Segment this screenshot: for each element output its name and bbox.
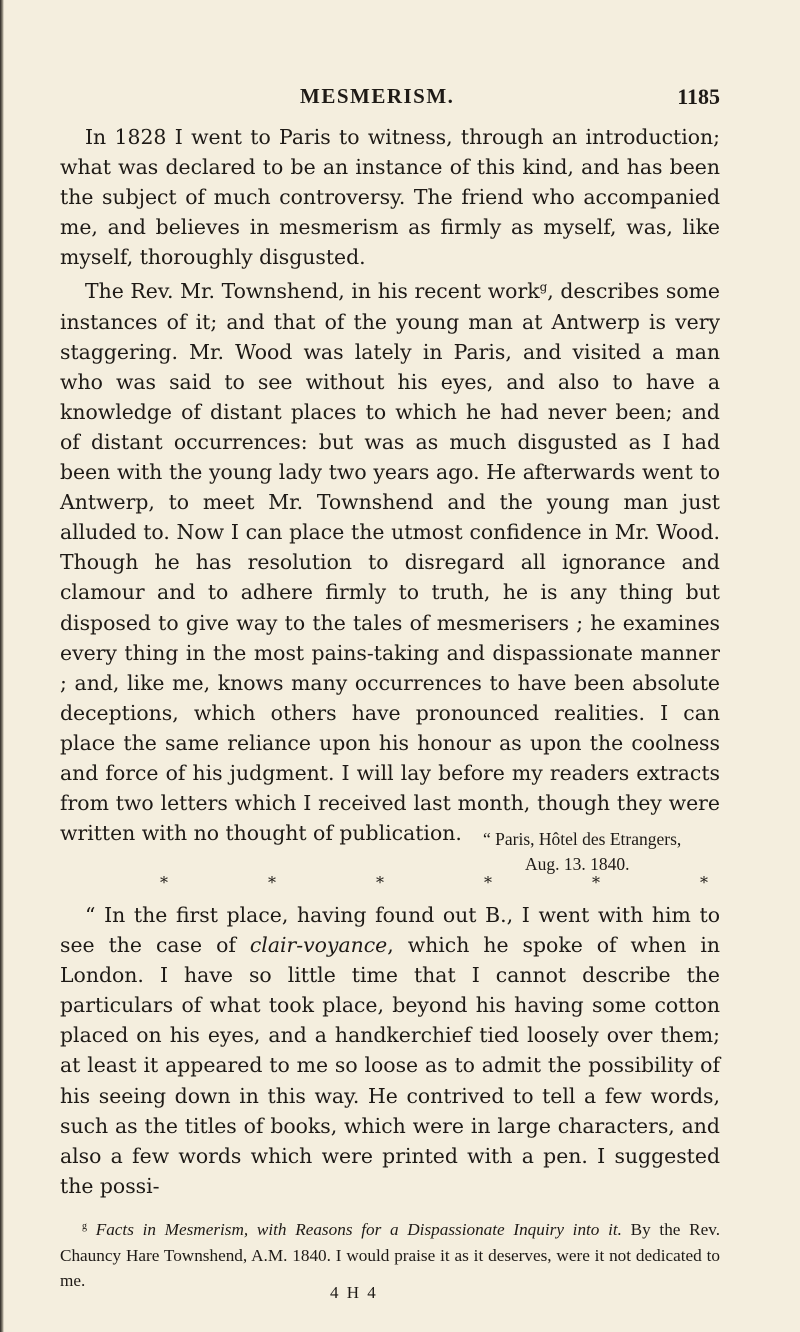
- signature-mark: 4 H 4: [330, 1283, 378, 1302]
- star: *: [376, 873, 384, 892]
- star: *: [160, 873, 168, 892]
- dateline-place: “ Paris, Hôtel des Etrangers,: [483, 829, 682, 849]
- letter-text-rest: , which he spoke of when in London. I have so little time that I cannot describe the particulars of what took place, beyond his having some cotton placed on his eyes, and a handkerchief tied loosely over them; at least it appeared to me so loose as to admit the possibility of his seeing down in this way. He contrived to tell a few words, such as the titles of books, which were in large characters, and also a few words which were printed with a pen. I suggested the possi-: [60, 933, 720, 1198]
- paragraph-2: [60, 272, 720, 848]
- footnote-reference: g: [539, 280, 548, 295]
- dateline-date: Aug. 13. 1840.: [525, 854, 630, 874]
- footnote-mark: g: [82, 1221, 87, 1233]
- body-text: [60, 122, 720, 848]
- letter-text-start: “ In the first place, having found out B., I went with him to see the case of: [60, 903, 720, 958]
- letter-italic-term: clair-voyance: [249, 933, 388, 958]
- paragraph-1: In 1828 I went to Paris to witness, through an introduction; what was declared to be an instance of this kind, and has been the subject of much controversy. The friend who accompanied me, and believes in mesmerism as firmly as myself, was, like myself, thoroughly disgusted.: [60, 125, 720, 270]
- footnote: [60, 1214, 720, 1294]
- footnote-text: By the Rev. Chauncy Hare Townshend, A.M. 1840. I would praise it as it deserves, were it not dedicated to me.: [60, 1220, 720, 1291]
- star: *: [700, 873, 708, 892]
- book-page: [40, 0, 760, 1332]
- letter-dateline: [483, 827, 723, 877]
- paragraph-2-rest: , describes some instances of it; and that of the young man at Antwerp is very staggering. Mr. Wood was lately in Paris, and visited a man who was said to see without his eyes, and also to have a knowledge of distant places to which he had never been; and of distant occurrences: but was as much disgusted as I had been with the young lady two years ago. He afterwards went to Antwerp, to meet Mr. Townshend and the young man just alluded to. Now I can place the utmost confidence in Mr. Wood. Though he has resolution to disregard all ignorance and clamour and to adhere firmly to truth, he is any thing but disposed to give way to the tales of mesmerisers ; he examines every thing in the most pains-taking and dispassionate manner ; and, like me, knows many occurrences to have been absolute deceptions, which others have pronounced realities. I can place the same reliance upon his honour as upon the coolness and force of his judgment. I will lay before my readers extracts from two letters which I received last month, though they were written with no thought of publication.: [60, 279, 720, 846]
- letter-extract: [60, 900, 720, 1201]
- book-spine-edge: [0, 0, 4, 1332]
- running-head: MESMERISM.: [300, 84, 455, 108]
- ellipsis-stars: [160, 873, 708, 893]
- footnote-book-title: Facts in Mesmerism, with Reasons for a Dispassionate Inquiry into it.: [95, 1220, 622, 1240]
- star: *: [484, 873, 492, 892]
- star: *: [592, 873, 600, 892]
- page-header: [40, 84, 720, 112]
- page-number: 1185: [677, 84, 720, 109]
- paragraph-2-start: The Rev. Mr. Townshend, in his recent work: [85, 279, 540, 304]
- star: *: [268, 873, 276, 892]
